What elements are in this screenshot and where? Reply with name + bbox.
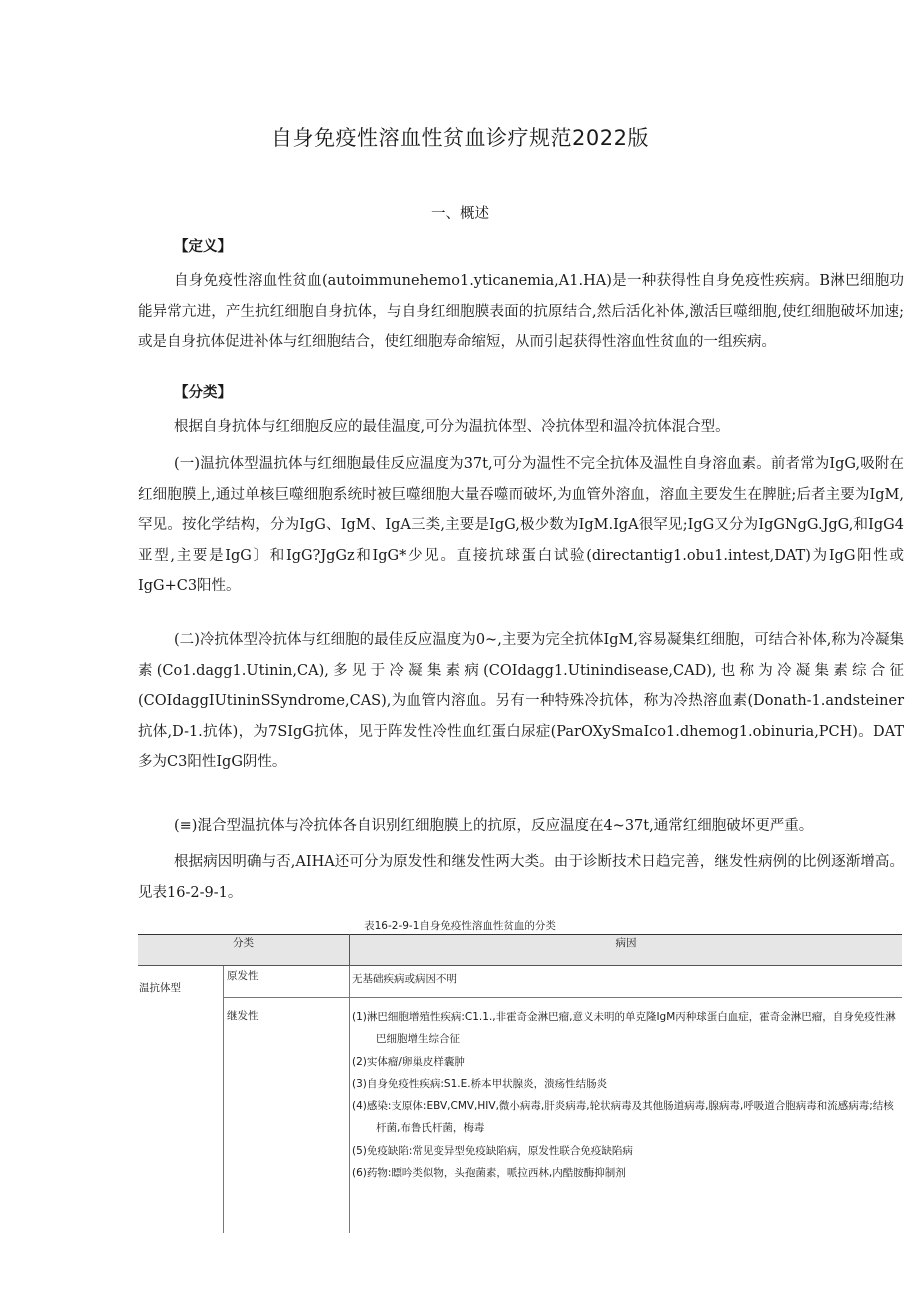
etiology-paragraph: 根据病因明确与否,AIHA还可分为原发性和继发性两大类。由于诊断技术日趋完善，继发性病例的比例逐渐增高。见表16-2-9-1。 <box>138 854 904 901</box>
secondary-cause-item: (2)实体瘤/卵巢皮样囊肿 <box>352 1055 465 1068</box>
primary-label-cell: 原发性 <box>224 966 350 998</box>
type-label-cell: 温抗体型 <box>139 982 181 994</box>
warm-antibody-paragraph: (一)温抗体型温抗体与红细胞最佳反应温度为37t,可分为温性不完全抗体及温性自身溶血素。前者常为IgG,吸附在红细胞膜上,通过单核巨噬细胞系统时被巨噬细胞大量吞噬而破坏,为血管外溶血，溶血主要发生在脾脏;后者主要为IgM,罕见。按化学结构，分为IgG、IgM、IgA三类,主要是IgG,极少数为IgM.IgA很罕见;IgG又分为IgGNgG.JgG,和IgG4亚型,主要是IgG〕和IgG?JgGz和IgG*少见。直接抗球蛋白试验(directantig1.obu1.intest,DAT)为IgG阳性或IgG+C3阳性。 <box>138 456 904 594</box>
header-classification: 分类 <box>138 935 350 966</box>
header-cause: 病因 <box>350 935 903 966</box>
table-header-row <box>138 935 902 966</box>
secondary-cause-cell <box>350 998 903 1234</box>
document-title: 自身免疫性溶血性贫血诊疗规范2022版 <box>271 126 649 150</box>
section-heading: 一、概述 <box>431 206 489 222</box>
primary-cause-cell: 无基础疾病或病因不明 <box>350 966 903 998</box>
secondary-cause-item: (4)感染:支原体:EBV,CMV,HIV,微小病毒,肝炎病毒,轮状病毒及其他肠道病毒,腺病毒,呼吸道合胞病毒和流感病毒;结核杆菌,布鲁氏杆菌，梅毒 <box>352 1100 894 1135</box>
definition-heading: 【定义】 <box>174 239 232 255</box>
table-caption: 表16-2-9-1自身免疫性溶血性贫血的分类 <box>364 920 556 932</box>
classification-intro: 根据自身抗体与红细胞反应的最佳温度,可分为温抗体型、冷抗体型和温冷抗体混合型。 <box>174 419 730 435</box>
mixed-type-paragraph: (≡)混合型温抗体与冷抗体各自识别红细胞膜上的抗原，反应温度在4~37t,通常红细胞破坏更严重。 <box>174 818 814 834</box>
secondary-label-cell: 继发性 <box>224 998 350 1234</box>
classification-heading: 【分类】 <box>174 385 232 401</box>
secondary-cause-item: (5)免疫缺陷:常见变异型免疫缺陷病，原发性联合免疫缺陷病 <box>352 1144 633 1157</box>
table-row <box>138 998 902 1234</box>
secondary-cause-item: (6)药物:瞟吟类似物，头孢菌素，哌拉西林,内酷胺酶抑制剂 <box>352 1167 626 1180</box>
classification-table <box>138 934 902 1233</box>
secondary-cause-item: (1)淋巴细胞增殖性疾病:C1.1.,非霍奇金淋巴瘤,意义未明的单克隆IgM丙种球蛋白血症，霍奇金淋巴瘤，自身免疫性淋巴细胞增生综合征 <box>352 1011 896 1046</box>
definition-paragraph: 自身免疫性溶血性贫血(autoimmunehemo1.yticanemia,A1.HA)是一种获得性自身免疫性疾病。B淋巴细胞功能异常亢进，产生抗红细胞自身抗体，与自身红细胞膜表面的抗原结合,然后活化补体,激活巨噬细胞,使红细胞破坏加速;或是自身抗体促进补体与红细胞结合，使红细胞寿命缩短，从而引起获得性溶血性贫血的一组疾病。 <box>138 273 904 350</box>
table-row <box>138 966 902 998</box>
cold-antibody-paragraph: (二)冷抗体型冷抗体与红细胞的最佳反应温度为0~,主要为完全抗体IgM,容易凝集红细胞，可结合补体,称为冷凝集素(Co1.dagg1.Utinin,CA),多见于冷凝集素病(COIdagg1.Utinindisease,CAD),也称为冷凝集素综合征(COIdaggIUtininSSyndrome,CAS),为血管内溶血。另有一种特殊冷抗体，称为冷热溶血素(Donath-1.andsteiner抗体,D-1.抗体)，为7SIgG抗体，见于阵发性冷性血红蛋白尿症(ParOXySmaIco1.dhemog1.obinuria,PCH)。DAT多为C3阳性IgG阴性。 <box>138 632 904 770</box>
secondary-cause-item: (3)自身免疫性疾病:S1.E.桥本甲状腺炎，溃疡性结肠炎 <box>352 1077 608 1090</box>
